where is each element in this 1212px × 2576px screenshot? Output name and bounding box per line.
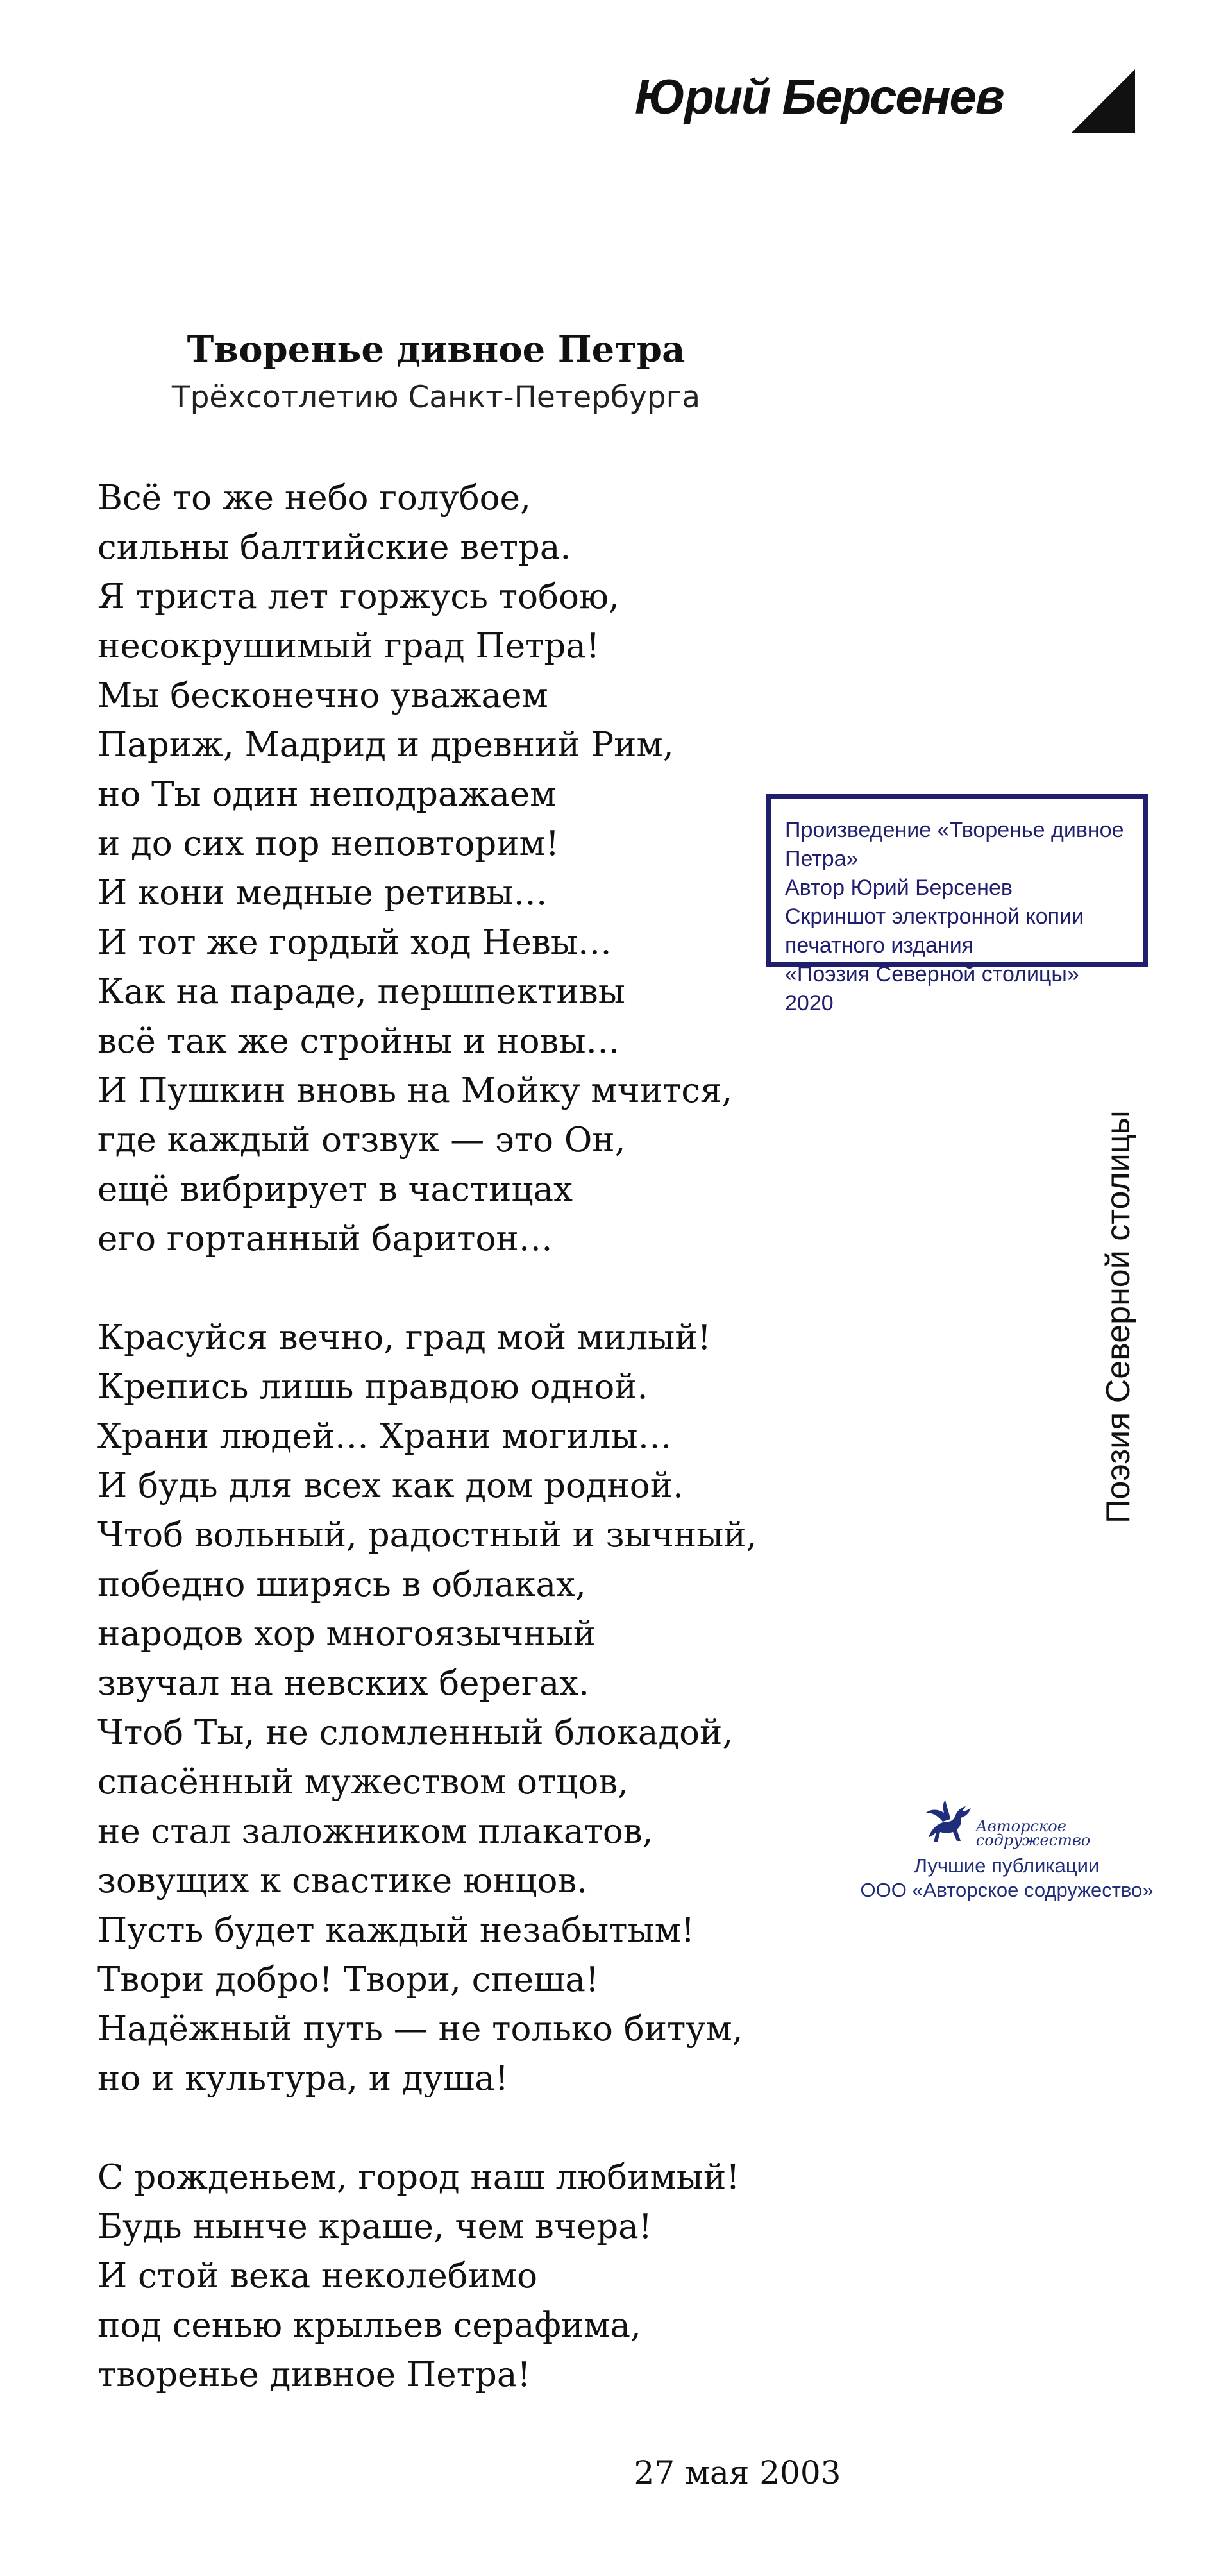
publisher-logo-text-line2: содружество — [975, 1831, 1091, 1849]
poem-date: 27 мая 2003 — [634, 2454, 841, 2491]
poem-line: Пусть будет каждый незабытым! — [97, 1911, 695, 1950]
poem-line: Будь нынче краше, чем вчера! — [97, 2207, 653, 2246]
poem-line: И Пушкин вновь на Мойку мчится, — [97, 1071, 733, 1110]
poem-line: под сенью крыльев серафима, — [97, 2306, 641, 2345]
poem-line: Как на параде, першпективы — [97, 972, 625, 1012]
poem-line: но Ты один неподражаем — [97, 775, 557, 814]
poem-title: Творенье дивное Петра — [187, 328, 686, 371]
info-box-line: «Поэзия Северной столицы» 2020 — [785, 962, 1079, 1015]
author-name: Юрий Берсенев — [635, 70, 1004, 124]
poem-line: звучал на невских берегах. — [97, 1664, 589, 1703]
poem-line: Чтоб Ты, не сломленный блокадой, — [97, 1713, 734, 1752]
poem-line: Всё то же небо голубое, — [97, 479, 531, 518]
poem-line: сильны балтийские ветра. — [97, 528, 571, 567]
poem-line: Надёжный путь — не только битум, — [97, 2010, 743, 2049]
publisher-tagline: Лучшие публикации — [914, 1854, 1100, 1877]
poem-line: Храни людей… Храни могилы… — [97, 1417, 672, 1456]
poem-line: Мы бесконечно уважаем — [97, 676, 548, 715]
poem-line: И кони медные ретивы… — [97, 874, 548, 913]
publisher-logo-text-line1: Авторское — [975, 1817, 1066, 1835]
poem-line: его гортанный баритон… — [97, 1219, 553, 1258]
poem-line: ещё вибрирует в частицах — [97, 1170, 573, 1209]
publisher-logo — [923, 1796, 1091, 1847]
stanza — [97, 1313, 790, 2103]
page-header — [635, 64, 1148, 141]
poem-line: Твори добро! Твори, спеша! — [97, 1960, 600, 1999]
poem-line: творенье дивное Петра! — [97, 2355, 531, 2394]
poem-line: И тот же гордый ход Невы… — [97, 923, 612, 962]
poem-line: несокрушимый град Петра! — [97, 627, 600, 666]
info-box-line: печатного издания — [785, 933, 974, 958]
pegasus-logo-icon — [923, 1799, 975, 1847]
poem-line: но и культура, и душа! — [97, 2059, 509, 2098]
publisher-block — [834, 1796, 1180, 1902]
poem-line: победно ширясь в облаках, — [97, 1565, 586, 1604]
info-box-line: Скриншот электронной копии — [785, 904, 1084, 929]
stanza — [97, 2153, 790, 2400]
corner-triangle-icon — [1071, 69, 1135, 133]
poem-line: И стой века неколебимо — [97, 2257, 538, 2296]
poem-line: всё так же стройны и новы… — [97, 1022, 620, 1061]
poem-line: Париж, Мадрид и древний Рим, — [97, 725, 674, 765]
collection-title-vertical: Поэзия Северной столицы — [1100, 1110, 1137, 1523]
poem-line: И будь для всех как дом родной. — [97, 1466, 684, 1505]
poem-line: Красуйся вечно, град мой милый! — [97, 1318, 711, 1357]
poem-line: спасённый мужеством отцов, — [97, 1763, 628, 1802]
info-box-line: Петра» — [785, 847, 859, 871]
poem-body — [97, 473, 790, 2400]
publisher-company: ООО «Авторское содружество» — [860, 1879, 1154, 1901]
poem-line: зовущих к свастике юнцов. — [97, 1861, 588, 1901]
poem-line: где каждый отзвук — это Он, — [97, 1121, 626, 1160]
publisher-logo-text — [976, 1819, 1091, 1847]
poem-line: Крепись лишь правдою одной. — [97, 1368, 648, 1407]
poem-line: народов хор многоязычный — [97, 1614, 596, 1654]
info-box-line: Произведение «Творенье дивное — [785, 818, 1124, 842]
poem-dedication: Трёхсотлетию Санкт-Петербурга — [171, 380, 701, 415]
poem-line: Я триста лет горжусь тобою, — [97, 577, 619, 616]
poem-line: Чтоб вольный, радостный и зычный, — [97, 1516, 757, 1555]
info-box-line: Автор Юрий Берсенев — [785, 876, 1013, 900]
stanza — [97, 473, 790, 1264]
poem-line: не стал заложником плакатов, — [97, 1812, 653, 1851]
poem-line: и до сих пор неповторим! — [97, 824, 560, 863]
info-box — [766, 794, 1148, 1015]
poem-line: С рожденьем, город наш любимый! — [97, 2158, 740, 2197]
